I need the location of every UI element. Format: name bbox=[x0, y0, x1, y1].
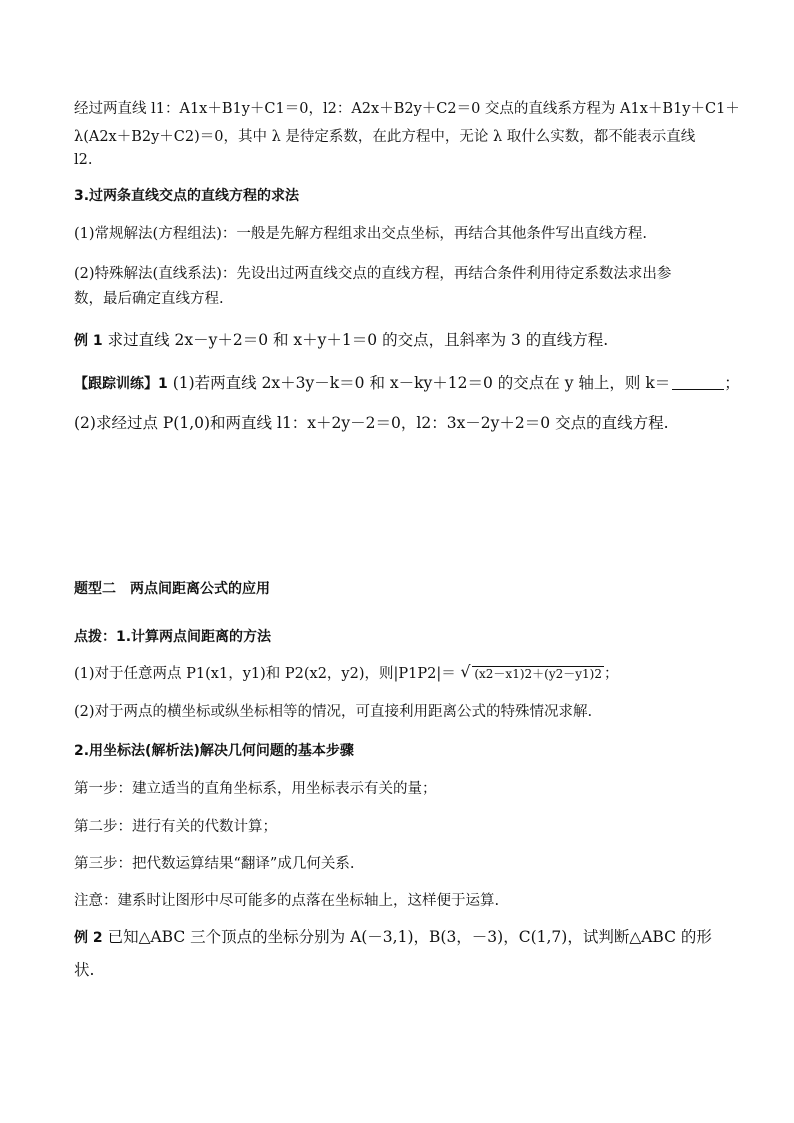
note: 注意：建系时让图形中尽可能多的点落在坐标轴上，这样便于运算. bbox=[74, 893, 500, 909]
example-1 bbox=[74, 328, 608, 350]
section-3-title: 3.过两条直线交点的直线方程的求法 bbox=[74, 188, 300, 204]
practice-1-q1-end: ； bbox=[724, 374, 740, 392]
distance-formula-radicand: (x2－x1)2＋(y2－y1)2 bbox=[474, 667, 602, 681]
type-2-item-1-prefix: (1)对于任意两点 P1(x1，y1)和 P2(x2，y2)，则|P1P2|＝ bbox=[74, 666, 456, 682]
section-3-item-2-line-1: (2)特殊解法(直线系法)：先设出过两直线交点的直线方程，再结合条件利用待定系数法求出参 bbox=[74, 266, 672, 282]
tip-title: 点拨：1.计算两点间距离的方法 bbox=[74, 629, 272, 645]
step-1: 第一步：建立适当的直角坐标系，用坐标表示有关的量； bbox=[74, 781, 437, 797]
practice-1-q2: (2)求经过点 P(1,0)和两直线 l1：x＋2y－2＝0，l2：3x－2y＋2＝0 交点的直线方程. bbox=[74, 414, 669, 432]
step-3: 第三步：把代数运算结果“翻译”成几何关系. bbox=[74, 856, 355, 872]
section-3-item-2-line-2: 数，最后确定直线方程. bbox=[74, 291, 224, 307]
practice-1-q1-text: (1)若两直线 2x＋3y－k＝0 和 x－ky＋12＝0 的交点在 y 轴上，则 k＝ bbox=[172, 374, 671, 392]
example-2-line-2: 状. bbox=[74, 961, 95, 979]
practice-1-q1 bbox=[74, 371, 740, 393]
type-2-item-1-end: ； bbox=[603, 666, 619, 682]
steps-title: 2.用坐标法(解析法)解决几何问题的基本步骤 bbox=[74, 743, 354, 759]
sqrt-symbol: √ bbox=[460, 662, 471, 681]
intro-line-2: λ(A2x＋B2y＋C2)＝0，其中 λ 是待定系数，在此方程中，无论 λ 取什么实数，都不能表示直线 bbox=[74, 129, 696, 145]
example-2-label: 例 2 bbox=[74, 930, 103, 946]
example-2-line-1 bbox=[74, 925, 712, 947]
example-2-text: 已知△ABC 三个顶点的坐标分别为 A(－3,1)，B(3，－3)，C(1,7)，试判断△ABC 的形 bbox=[107, 928, 712, 946]
distance-formula bbox=[460, 662, 604, 682]
answer-blank bbox=[672, 375, 724, 390]
example-1-text: 求过直线 2x－y＋2＝0 和 x＋y＋1＝0 的交点，且斜率为 3 的直线方程. bbox=[107, 331, 609, 349]
type-2-item-2: (2)对于两点的横坐标或纵坐标相等的情况，可直接利用距离公式的特殊情况求解. bbox=[74, 704, 593, 720]
practice-1-label: 【跟踪训练】1 bbox=[74, 376, 168, 392]
section-3-item-1: (1)常规解法(方程组法)：一般是先解方程组求出交点坐标，再结合其他条件写出直线方程. bbox=[74, 226, 647, 242]
intro-line-3: l2. bbox=[74, 152, 93, 168]
intro-line-1: 经过两直线 l1：A1x＋B1y＋C1＝0，l2：A2x＋B2y＋C2＝0 交点的直线系方程为 A1x＋B1y＋C1＋ bbox=[74, 101, 740, 117]
example-1-label: 例 1 bbox=[74, 333, 103, 349]
step-2: 第二步：进行有关的代数计算； bbox=[74, 819, 277, 835]
type-2-item-1 bbox=[74, 662, 618, 683]
type-2-title: 题型二 两点间距离公式的应用 bbox=[74, 581, 270, 597]
